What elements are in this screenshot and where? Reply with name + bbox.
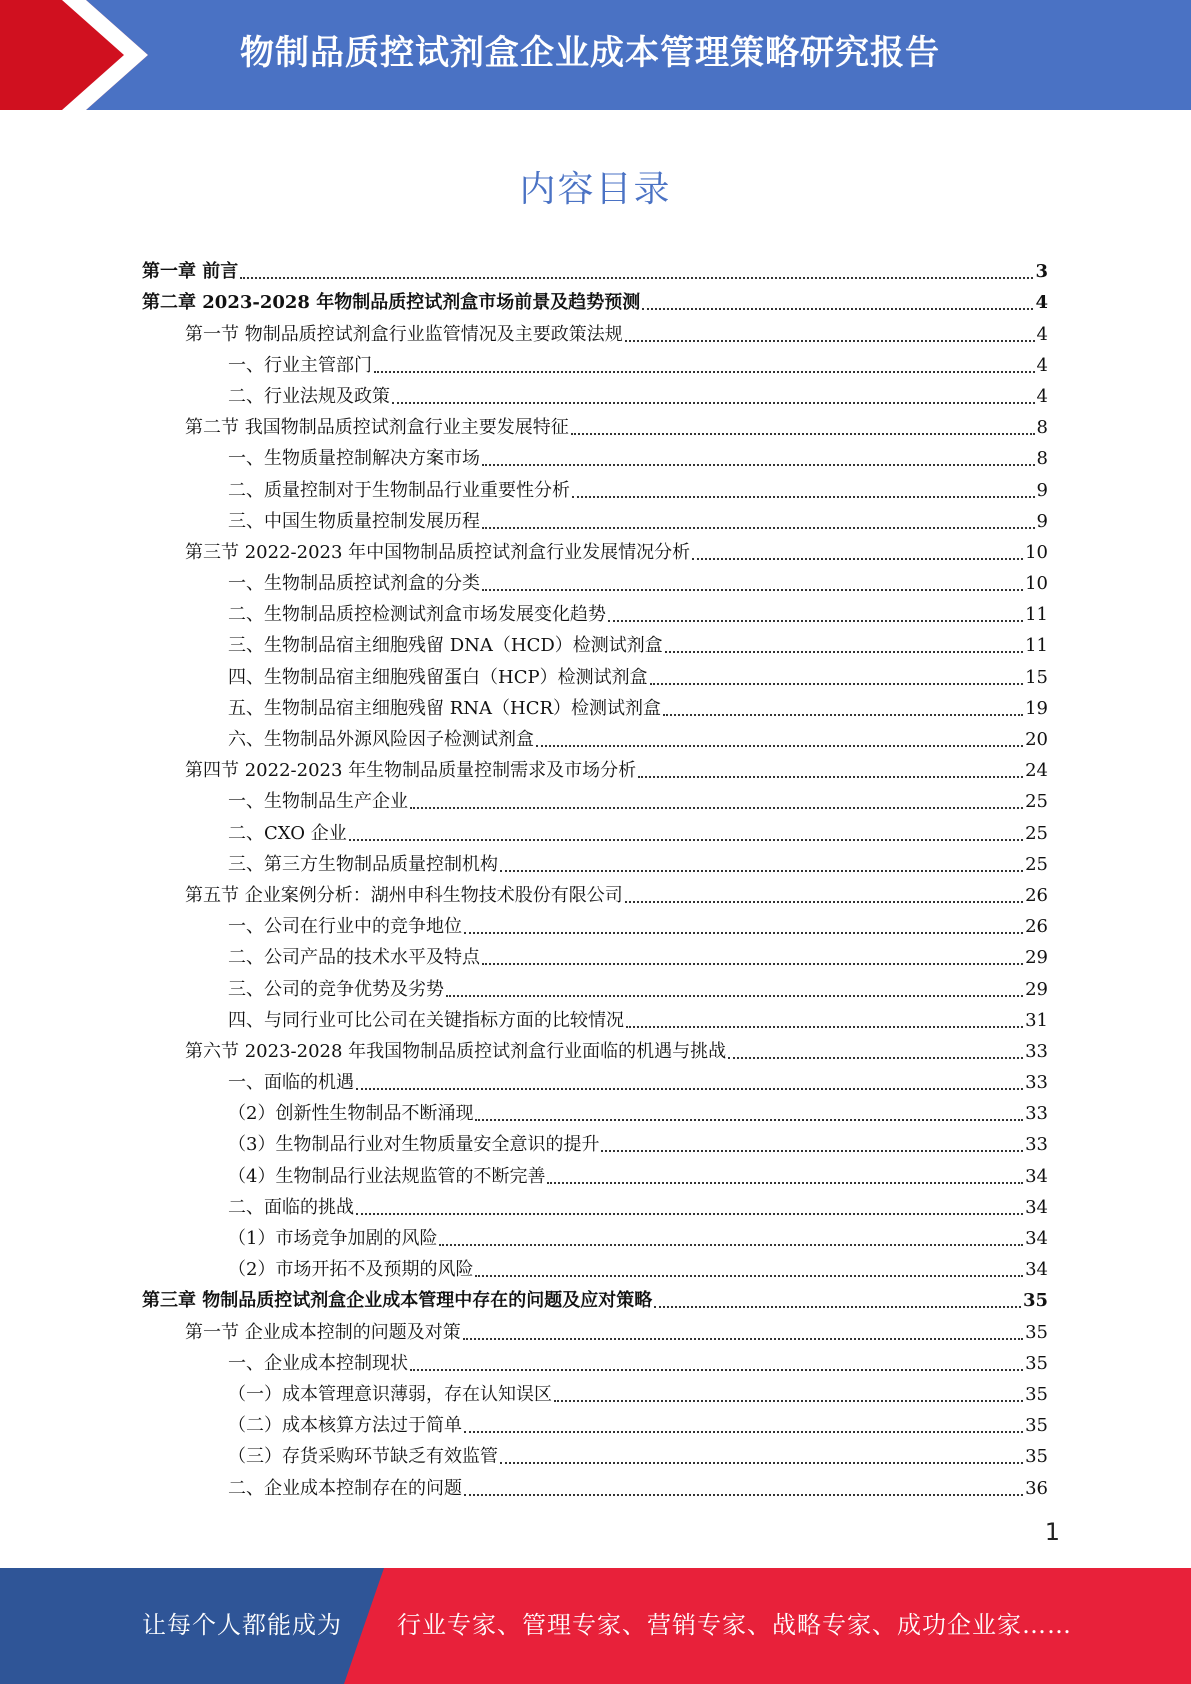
toc-leader-dots	[240, 276, 1033, 279]
toc-entry[interactable]	[142, 377, 1048, 408]
toc-leader-dots	[500, 1461, 1023, 1464]
toc-leader-dots	[665, 650, 1023, 653]
toc-leader-dots	[475, 1118, 1023, 1121]
toc-entry-page: 11	[1025, 604, 1048, 626]
toc-entry-text: 四、与同行业可比公司在关键指标方面的比较情况	[228, 1009, 624, 1031]
toc-entry[interactable]	[142, 1094, 1048, 1125]
toc-entry-page: 4	[1036, 354, 1048, 376]
toc-entry-page: 34	[1025, 1228, 1048, 1249]
toc-leader-dots	[728, 1056, 1023, 1059]
toc-entry-page: 10	[1025, 541, 1048, 563]
toc-entry[interactable]	[142, 1437, 1048, 1468]
toc-leader-dots	[446, 994, 1023, 997]
toc-entry[interactable]	[142, 1250, 1048, 1281]
toc-leader-dots	[626, 1025, 1023, 1028]
toc-leader-dots	[571, 432, 1035, 435]
toc-entry-page: 35	[1022, 1290, 1048, 1312]
header-banner	[0, 0, 1191, 110]
toc-entry[interactable]	[142, 502, 1048, 533]
toc-entry-page: 19	[1025, 697, 1048, 719]
toc-entry[interactable]	[142, 314, 1048, 345]
toc-entry-page: 35	[1025, 1415, 1048, 1437]
toc-entry-text: （2）创新性生物制品不断涌现	[228, 1103, 474, 1125]
toc-entry-text: 一、企业成本控制现状	[228, 1352, 408, 1374]
toc-entry-text: 三、中国生物质量控制发展历程	[228, 510, 480, 532]
toc-entry-page: 9	[1036, 510, 1048, 532]
toc-leader-dots	[392, 401, 1035, 404]
toc-entry-text: 二、企业成本控制存在的问题	[228, 1477, 462, 1499]
toc-entry[interactable]	[142, 1281, 1048, 1312]
toc-entry-text: 第二节 我国物制品质控试剂盒行业主要发展特征	[185, 417, 569, 439]
toc-entry[interactable]	[142, 1063, 1048, 1094]
toc-entry[interactable]	[142, 346, 1048, 377]
toc-entry-page: 35	[1025, 1446, 1048, 1468]
toc-entry-text: 一、生物制品生产企业	[228, 791, 408, 813]
footer-slogan-right: 行业专家、管理专家、营销专家、战略专家、成功企业家……	[397, 1611, 1072, 1639]
toc-leader-dots	[692, 557, 1023, 560]
toc-entry-text: 二、生物制品质控检测试剂盒市场发展变化趋势	[228, 604, 606, 626]
toc-entry-page: 35	[1025, 1383, 1048, 1405]
toc-entry[interactable]	[142, 876, 1048, 907]
toc-leader-dots	[482, 588, 1023, 591]
toc-entry[interactable]	[142, 1188, 1048, 1219]
toc-leader-dots	[349, 838, 1023, 841]
toc-entry-text: 六、生物制品外源风险因子检测试剂盒	[228, 729, 534, 750]
toc-entry-page: 4	[1036, 385, 1048, 407]
toc-entry-page: 34	[1025, 1196, 1048, 1218]
toc-entry-page: 9	[1036, 479, 1048, 501]
toc-entry-text: 一、生物质量控制解决方案市场	[228, 448, 480, 470]
toc-entry[interactable]	[142, 907, 1048, 938]
toc-entry-page: 24	[1025, 760, 1048, 782]
toc-entry-text: 二、CXO 企业	[228, 822, 347, 844]
toc-entry-page: 3	[1035, 261, 1048, 283]
toc-entry[interactable]	[142, 720, 1048, 751]
toc-entry-page: 33	[1025, 1134, 1048, 1156]
footer-banner	[0, 1568, 1191, 1684]
toc-entry-text: 第二章 2023-2028 年物制品质控试剂盒市场前景及趋势预测	[142, 292, 641, 314]
toc-entry-text: 一、行业主管部门	[228, 354, 372, 376]
toc-entry-text: 三、生物制品宿主细胞残留 DNA（HCD）检测试剂盒	[228, 635, 663, 657]
toc-entry-page: 33	[1025, 1072, 1048, 1094]
toc-entry-page: 8	[1036, 448, 1048, 470]
toc-entry-text: 第一章 前言	[142, 261, 239, 283]
toc-leader-dots	[554, 1399, 1023, 1402]
toc-entry-text: 第三节 2022-2023 年中国物制品质控试剂盒行业发展情况分析	[185, 541, 691, 563]
toc-leader-dots	[482, 463, 1035, 466]
toc-entry[interactable]	[142, 1219, 1048, 1250]
toc-entry-text: （一）成本管理意识薄弱，存在认知误区	[228, 1383, 552, 1405]
toc-entry[interactable]	[142, 408, 1048, 439]
toc-leader-dots	[356, 1087, 1023, 1090]
toc-entry-page: 33	[1025, 1040, 1048, 1062]
toc-entry-page: 25	[1025, 822, 1048, 844]
toc-leader-dots	[625, 900, 1023, 903]
toc-leader-dots	[642, 307, 1033, 310]
toc-leader-dots	[608, 619, 1023, 622]
toc-entry[interactable]	[142, 813, 1048, 844]
toc-entry[interactable]	[142, 470, 1048, 501]
footer-slogan-left: 让每个人都能成为	[142, 1611, 342, 1639]
table-of-contents	[142, 252, 1048, 1500]
toc-entry-page: 36	[1025, 1477, 1048, 1499]
toc-leader-dots	[663, 713, 1023, 716]
toc-leader-dots	[547, 1181, 1023, 1184]
toc-leader-dots	[374, 370, 1035, 373]
toc-leader-dots	[464, 931, 1023, 934]
toc-entry-text: （3）生物制品行业对生物质量安全意识的提升	[228, 1134, 600, 1156]
toc-entry[interactable]	[142, 657, 1048, 688]
toc-entry-text: 第四节 2022-2023 年生物制品质量控制需求及市场分析	[185, 760, 637, 782]
toc-entry-page: 34	[1025, 1165, 1048, 1187]
toc-entry[interactable]	[142, 1312, 1048, 1343]
toc-entry-page: 29	[1025, 947, 1048, 969]
toc-entry-text: （二）成本核算方法过于简单	[228, 1415, 462, 1437]
toc-entry-page: 29	[1025, 978, 1048, 1000]
toc-entry-text: 二、质量控制对于生物制品行业重要性分析	[228, 479, 570, 501]
toc-leader-dots	[572, 495, 1035, 498]
toc-leader-dots	[464, 1493, 1023, 1496]
toc-entry[interactable]	[142, 845, 1048, 876]
toc-entry[interactable]	[142, 1375, 1048, 1406]
toc-entry-page: 10	[1025, 573, 1048, 595]
toc-entry-text: 四、生物制品宿主细胞残留蛋白（HCP）检测试剂盒	[228, 666, 648, 688]
toc-leader-dots	[482, 526, 1035, 529]
toc-leader-dots	[475, 1274, 1023, 1277]
toc-entry-text: 二、公司产品的技术水平及特点	[228, 947, 480, 969]
toc-entry-page: 20	[1025, 729, 1048, 750]
toc-entry-page: 26	[1025, 916, 1048, 938]
toc-entry[interactable]	[142, 439, 1048, 470]
toc-entry-text: （2）市场开拓不及预期的风险	[228, 1259, 474, 1281]
toc-entry-page: 11	[1025, 635, 1048, 657]
toc-entry-text: 第一节 企业成本控制的问题及对策	[185, 1321, 461, 1343]
report-title: 物制品质控试剂盒企业成本管理策略研究报告	[240, 33, 940, 73]
toc-entry-text: 二、面临的挑战	[228, 1196, 354, 1218]
toc-entry-text: 第六节 2023-2028 年我国物制品质控试剂盒行业面临的机遇与挑战	[185, 1040, 727, 1062]
toc-entry[interactable]	[142, 1032, 1048, 1063]
toc-entry-page: 25	[1025, 791, 1048, 813]
toc-leader-dots	[638, 775, 1023, 778]
toc-leader-dots	[625, 339, 1035, 342]
toc-entry-page: 33	[1025, 1103, 1048, 1125]
toc-entry-text: 一、面临的机遇	[228, 1072, 354, 1094]
toc-leader-dots	[356, 1212, 1023, 1215]
toc-entry[interactable]	[142, 1125, 1048, 1156]
toc-entry[interactable]	[142, 969, 1048, 1000]
toc-entry-page: 4	[1036, 323, 1048, 345]
toc-entry[interactable]	[142, 1156, 1048, 1187]
toc-entry-page: 35	[1025, 1321, 1048, 1343]
toc-entry[interactable]	[142, 564, 1048, 595]
toc-entry[interactable]	[142, 1344, 1048, 1375]
toc-entry[interactable]	[142, 689, 1048, 720]
toc-leader-dots	[650, 682, 1024, 685]
toc-entry[interactable]	[142, 595, 1048, 626]
toc-entry-text: （三）存货采购环节缺乏有效监管	[228, 1446, 498, 1468]
toc-entry[interactable]	[142, 533, 1048, 564]
toc-entry[interactable]	[142, 626, 1048, 657]
toc-leader-dots	[500, 869, 1023, 872]
toc-entry-text: 三、第三方生物制品质量控制机构	[228, 853, 498, 875]
toc-entry[interactable]	[142, 751, 1048, 782]
toc-entry[interactable]	[142, 782, 1048, 813]
toc-entry-text: 一、生物制品质控试剂盒的分类	[228, 573, 480, 595]
toc-entry-text: 第三章 物制品质控试剂盒企业成本管理中存在的问题及应对策略	[142, 1290, 653, 1312]
toc-entry-text: 三、公司的竞争优势及劣势	[228, 978, 444, 1000]
toc-entry-text: 第一节 物制品质控试剂盒行业监管情况及主要政策法规	[185, 323, 623, 345]
toc-leader-dots	[464, 1430, 1023, 1433]
toc-entry-text: （4）生物制品行业法规监管的不断完善	[228, 1165, 546, 1187]
toc-entry-page: 4	[1035, 292, 1048, 314]
toc-entry-page: 8	[1036, 417, 1048, 439]
toc-leader-dots	[654, 1305, 1021, 1308]
page-number: 1	[1044, 1518, 1060, 1546]
toc-entry-text: 二、行业法规及政策	[228, 385, 390, 407]
toc-entry[interactable]	[142, 252, 1048, 283]
toc-entry-page: 15	[1025, 666, 1048, 688]
toc-heading: 内容目录	[519, 169, 672, 210]
toc-leader-dots	[536, 744, 1023, 747]
toc-entry-page: 25	[1025, 853, 1048, 875]
toc-entry-page: 34	[1025, 1259, 1048, 1281]
toc-leader-dots	[601, 1149, 1023, 1152]
toc-entry-page: 26	[1025, 884, 1048, 906]
toc-entry[interactable]	[142, 1468, 1048, 1499]
toc-entry-text: 五、生物制品宿主细胞残留 RNA（HCR）检测试剂盒	[228, 697, 662, 719]
toc-entry[interactable]	[142, 283, 1048, 314]
toc-leader-dots	[410, 806, 1023, 809]
toc-leader-dots	[463, 1337, 1023, 1340]
toc-entry[interactable]	[142, 1406, 1048, 1437]
toc-entry-page: 31	[1025, 1009, 1048, 1031]
toc-leader-dots	[410, 1368, 1023, 1371]
toc-leader-dots	[482, 962, 1023, 965]
toc-entry-page: 35	[1025, 1352, 1048, 1374]
toc-entry-text: 一、公司在行业中的竞争地位	[228, 916, 462, 938]
toc-entry[interactable]	[142, 1001, 1048, 1032]
toc-entry-text: 第五节 企业案例分析：湖州申科生物技术股份有限公司	[185, 884, 623, 906]
toc-entry-text: （1）市场竞争加剧的风险	[228, 1228, 438, 1249]
toc-leader-dots	[439, 1243, 1023, 1246]
toc-entry[interactable]	[142, 938, 1048, 969]
